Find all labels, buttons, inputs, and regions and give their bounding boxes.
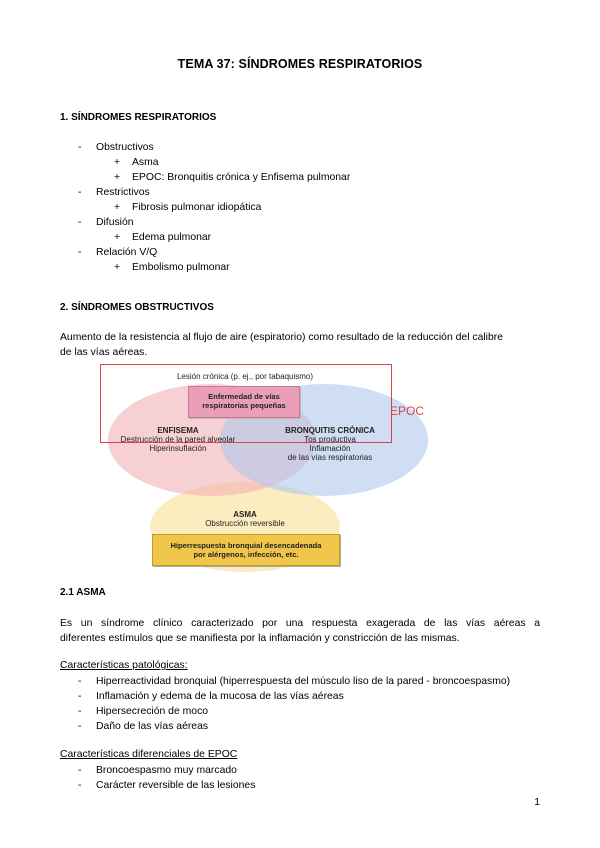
bronquitis-line: Tos productiva <box>304 435 356 444</box>
pathological-list <box>60 674 510 734</box>
enfisema-line: Hiperinsuflación <box>149 444 207 453</box>
dash-marker: - <box>78 142 82 153</box>
sub-list-item <box>96 260 350 275</box>
list-item <box>60 185 350 215</box>
hyperresponse-line: por alérgenos, infección, etc. <box>193 550 299 559</box>
top-caption: Lesión crónica (p. ej., por tabaquismo) <box>176 372 314 381</box>
copd-asthma-diagram <box>100 364 440 574</box>
section-1-heading: 1. SÍNDROMES RESPIRATORIOS <box>60 112 217 123</box>
list-item <box>60 215 350 245</box>
list-item <box>60 763 255 778</box>
bronquitis-text <box>255 426 405 462</box>
asma-text <box>170 510 320 528</box>
sub-list-item-label: Asma <box>132 157 159 168</box>
pathological-heading: Características patológicas: <box>60 660 188 671</box>
list-item-label: Obstructivos <box>96 142 154 153</box>
small-airways-box <box>188 386 300 418</box>
small-airways-line: Enfermedad de vías <box>208 392 280 401</box>
sub-list <box>96 230 350 245</box>
list-item-label: Hipersecreción de moco <box>96 706 209 717</box>
list-item <box>60 674 510 689</box>
enfisema-title: ENFISEMA <box>157 426 199 435</box>
paragraph-line: Es un síndrome clínico caracterizado por una respuesta exagerada de las vías aéreas a <box>60 618 540 629</box>
list-item <box>60 704 510 719</box>
dash-marker: - <box>78 247 82 258</box>
section-2-heading: 2. SÍNDROMES OBSTRUCTIVOS <box>60 302 214 313</box>
list-item-label: Broncoespasmo muy marcado <box>96 765 237 776</box>
sub-list <box>96 260 350 275</box>
list-item <box>60 778 255 793</box>
list-item <box>60 689 510 704</box>
list-item-label: Hiperreactividad bronquial (hiperrespuesta del músculo liso de la pared - broncoespasmo) <box>96 676 511 687</box>
dash-marker: - <box>78 765 82 776</box>
sub-list-item <box>96 230 350 245</box>
syndrome-list <box>60 140 350 275</box>
dash-marker: - <box>78 187 82 198</box>
enfisema-text <box>108 426 248 453</box>
list-item-label: Inflamación y edema de la mucosa de las vías aéreas <box>96 691 344 702</box>
sub-list-item <box>96 155 350 170</box>
dash-marker: - <box>78 676 82 687</box>
paragraph-line: Aumento de la resistencia al flujo de aire (espiratorio) como resultado de la reducción del calibre <box>60 332 503 343</box>
sub-list-item-label: Embolismo pulmonar <box>132 262 230 273</box>
sub-list-item-label: Edema pulmonar <box>132 232 212 243</box>
list-item <box>60 719 510 734</box>
dash-marker: - <box>78 217 82 228</box>
sub-list <box>96 200 350 215</box>
plus-marker: + <box>114 157 121 168</box>
plus-marker: + <box>114 262 121 273</box>
list-item-label: Carácter reversible de las lesiones <box>96 780 256 791</box>
section-2-1-heading: 2.1 ASMA <box>60 587 106 598</box>
paragraph-line: de las vías aéreas. <box>60 347 148 358</box>
sub-list-item <box>96 200 350 215</box>
enfisema-line: Destrucción de la pared alveolar <box>120 435 236 444</box>
list-item-label: Restrictivos <box>96 187 150 198</box>
sub-list-item-label: Fibrosis pulmonar idiopática <box>132 202 262 213</box>
list-item-label: Relación V/Q <box>96 247 158 258</box>
small-airways-line: respiratorias pequeñas <box>202 401 286 410</box>
sub-list-item-label: EPOC: Bronquitis crónica y Enfisema pulmonar <box>132 172 351 183</box>
dash-marker: - <box>78 721 82 732</box>
asma-line: Obstrucción reversible <box>205 519 285 528</box>
list-item-label: Difusión <box>96 217 134 228</box>
hyperresponse-box <box>152 534 340 566</box>
plus-marker: + <box>114 232 121 243</box>
differential-list <box>60 763 255 793</box>
section-2-paragraph <box>60 330 540 360</box>
list-item <box>60 245 350 275</box>
dash-marker: - <box>78 780 82 791</box>
bronquitis-title: BRONQUITIS CRÓNICA <box>285 426 375 435</box>
asma-paragraph <box>60 616 540 646</box>
asma-title: ASMA <box>233 510 257 519</box>
bronquitis-line: Inflamación <box>309 444 351 453</box>
sub-list-item <box>96 170 350 185</box>
page-title: TEMA 37: SÍNDROMES RESPIRATORIOS <box>177 57 423 71</box>
plus-marker: + <box>114 172 121 183</box>
page-number: 1 <box>534 797 540 808</box>
sub-list <box>96 155 350 185</box>
paragraph-line: diferentes estímulos que se manifiesta por la inflamación y constricción de las mismas. <box>60 633 460 644</box>
hyperresponse-line: Hiperrespuesta bronquial desencadenada <box>170 541 322 550</box>
list-item <box>60 140 350 185</box>
differential-heading: Características diferenciales de EPOC <box>60 749 238 760</box>
bronquitis-line: de las vías respiratorias <box>287 453 373 462</box>
plus-marker: + <box>114 202 121 213</box>
dash-marker: - <box>78 706 82 717</box>
list-item-label: Daño de las vías aéreas <box>96 721 209 732</box>
dash-marker: - <box>78 691 82 702</box>
epoc-label: EPOC <box>390 404 425 418</box>
